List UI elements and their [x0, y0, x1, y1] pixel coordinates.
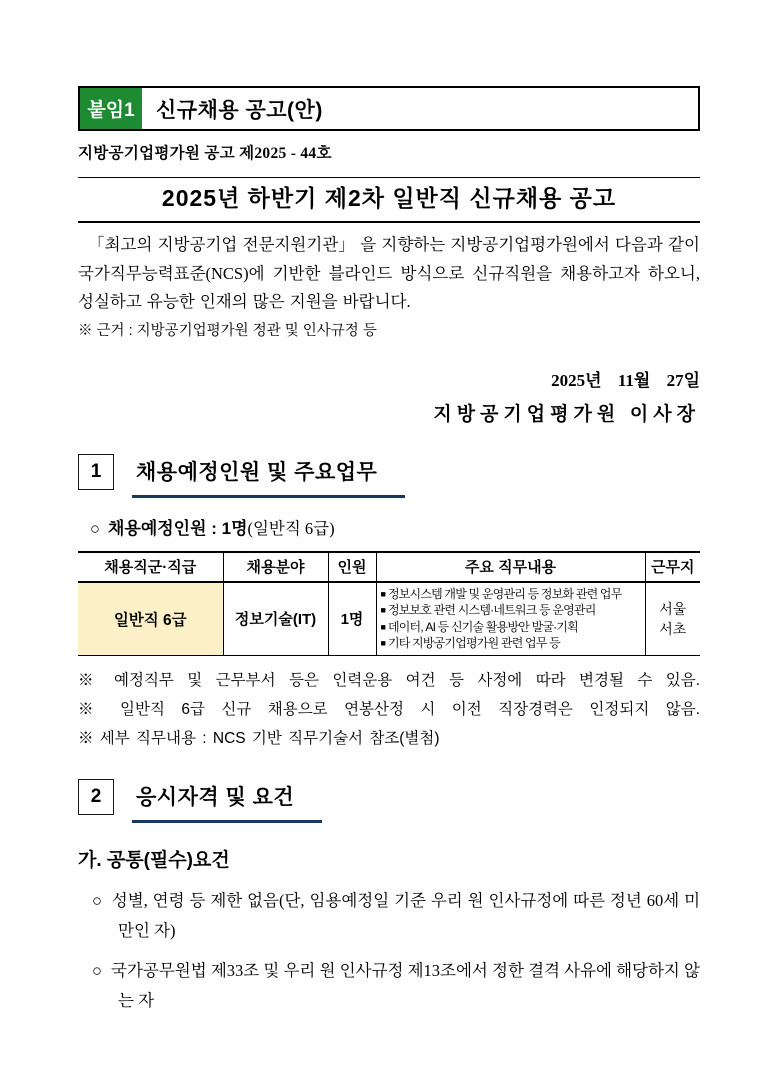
- col-header-headcount: 인원: [328, 552, 376, 582]
- section-1-number: 1: [78, 454, 114, 490]
- requirement-item: [92, 886, 700, 946]
- attachment-badge: 붙임1: [80, 88, 142, 129]
- note-line: ※ 예정직무 및 근무부서 등은 인력운용 여건 등 사정에 따라 변경될 수 있음.: [78, 671, 700, 689]
- location-line: 서울: [659, 600, 687, 617]
- note-line: ※ 일반직 6급 신규 채용으로 연봉산정 시 이전 직장경력은 인정되지 않음.: [78, 700, 700, 718]
- section-2-number: 2: [78, 779, 114, 815]
- duty-text: 정보시스템 개발 및 운영관리 등 정보화 관련 업무: [387, 586, 622, 601]
- headcount-line: [78, 514, 700, 539]
- table-notes: [78, 666, 700, 753]
- cell-field: 정보기술(IT): [223, 582, 328, 656]
- basis-note: ※ 근거 : 지방공기업평가원 정관 및 인사규정 등: [78, 322, 377, 339]
- location-line: 서초: [659, 620, 687, 637]
- square-bullet-icon: ■: [380, 605, 386, 615]
- duty-item: [381, 619, 643, 636]
- duty-text: 데이터, AI 등 신기술 활용방안 발굴·기획: [387, 619, 578, 634]
- section-1-header: [78, 454, 700, 498]
- duty-item: [381, 635, 643, 652]
- col-header-job-grade: 채용직군·직급: [78, 552, 223, 582]
- attachment-title: 신규채용 공고(안): [156, 98, 323, 122]
- section-1-title: 채용예정인원 및 주요업무: [132, 454, 405, 498]
- cell-headcount: 1명: [328, 582, 376, 656]
- cell-duties: [376, 582, 645, 656]
- signature-block: [78, 369, 700, 428]
- duty-item: [381, 586, 643, 603]
- section-2-title: 응시자격 및 요건: [132, 779, 322, 823]
- announcement-date: 2025년 11월 27일: [551, 370, 700, 390]
- col-header-field: 채용분야: [223, 552, 328, 582]
- table-row: [78, 582, 700, 656]
- circle-bullet-icon: ○: [92, 960, 103, 980]
- circle-bullet-icon: ○: [92, 890, 103, 910]
- requirement-text: 국가공무원법 제33조 및 우리 원 인사규정 제13조에서 정한 결격 사유에 해당하지 않는 자: [111, 960, 700, 1010]
- cell-job-grade: 일반직 6급: [78, 582, 223, 656]
- table-header-row: [78, 552, 700, 582]
- recruitment-table: [78, 551, 700, 656]
- subsection-title: 가. 공통(필수)요건: [78, 849, 230, 871]
- headcount-suffix: (일반직 6급): [247, 518, 335, 538]
- cell-location: [645, 582, 700, 656]
- page-title: 2025년 하반기 제2차 일반직 신규채용 공고: [161, 185, 617, 211]
- note-line: ※ 세부 직무내용 : NCS 기반 직무기술서 참조(별첨): [78, 729, 440, 747]
- duty-item: [381, 602, 643, 619]
- square-bullet-icon: ■: [380, 638, 386, 648]
- intro-paragraph: 「최고의 지방공기업 전문지원기관」 을 지향하는 지방공기업평가원에서 다음과 같이 국가직무능력표준(NCS)에 기반한 블라인드 방식으로 신규직원을 채용하고자 하오니, 성실하고 유능한 인재의 많은 지원을 바랍니다.: [78, 235, 700, 311]
- square-bullet-icon: ■: [380, 621, 386, 632]
- attachment-header: [78, 86, 700, 131]
- notice-number: 지방공기업평가원 공고 제2025 - 44호: [78, 145, 332, 162]
- col-header-location: 근무지: [645, 552, 700, 582]
- square-bullet-icon: ■: [380, 588, 386, 599]
- col-header-duties: 주요 직무내용: [376, 552, 645, 582]
- requirement-list: [78, 886, 700, 1016]
- headcount-label: 채용예정인원 : 1명: [107, 518, 248, 538]
- main-title-block: [78, 177, 700, 223]
- requirement-text: 성별, 연령 등 제한 없음(단, 임용예정일 기준 우리 원 인사규정에 따른 정년 60세 미만인 자): [111, 890, 701, 940]
- requirement-item: [92, 956, 700, 1016]
- circle-bullet-icon: ○: [90, 518, 100, 538]
- duty-text: 정보보호 관련 시스템·네트워크 등 운영관리: [387, 603, 596, 617]
- signer-title: 지방공기업평가원 이사장: [433, 403, 700, 425]
- duty-text: 기타 지방공기업평가원 관련 업무 등: [387, 636, 560, 650]
- section-2-header: [78, 779, 700, 823]
